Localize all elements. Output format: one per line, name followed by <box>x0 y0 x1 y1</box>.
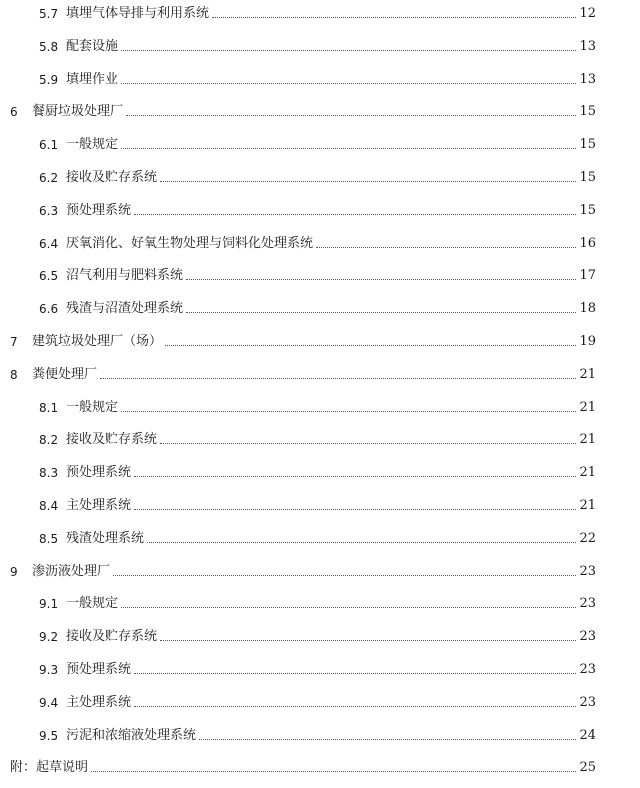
toc-dot-leader <box>186 278 576 280</box>
toc-dot-leader <box>186 311 576 313</box>
toc-page-number: 18 <box>579 301 596 317</box>
toc-entry-title: 一般规定 <box>66 596 119 612</box>
toc-page-number: 12 <box>579 6 596 21</box>
toc-entry-number: 8.5 <box>39 531 59 546</box>
toc-entry-number: 9.5 <box>39 728 59 743</box>
toc-section-row[interactable] <box>39 35 596 55</box>
toc-page-number: 21 <box>579 432 596 448</box>
toc-page-number: 13 <box>579 71 596 87</box>
toc-page-number: 21 <box>579 399 596 415</box>
toc-section-row[interactable] <box>39 527 596 547</box>
toc-page-number: 17 <box>579 268 596 284</box>
toc-chapter-row[interactable] <box>10 100 596 120</box>
toc-dot-leader <box>121 49 576 51</box>
toc-section-row[interactable] <box>39 724 596 744</box>
toc-entry-number: 8.1 <box>39 400 59 415</box>
toc-page-number: 19 <box>579 334 596 349</box>
toc-entry-number: 9.1 <box>39 597 59 612</box>
toc-section-row[interactable] <box>39 68 596 88</box>
toc-dot-leader <box>126 114 576 116</box>
toc-page-number: 21 <box>579 465 596 481</box>
toc-section-row[interactable] <box>39 297 596 317</box>
toc-entry-title: 污泥和浓缩液处理系统 <box>66 727 197 743</box>
toc-dot-leader <box>134 672 576 674</box>
toc-entry-number: 5.7 <box>39 7 59 21</box>
toc-section-row[interactable] <box>39 396 596 416</box>
toc-entry-title: 一般规定 <box>66 399 119 415</box>
toc-page-number: 15 <box>579 137 596 153</box>
toc-appendix-row[interactable] <box>10 756 596 776</box>
toc-page-number: 23 <box>579 694 596 710</box>
toc-entry-number: 6 <box>10 105 18 120</box>
toc-entry-number: 9.3 <box>39 663 59 677</box>
toc-entry-title: 接收及贮存系统 <box>66 432 158 448</box>
toc-page-number: 16 <box>579 235 596 251</box>
toc-entry-title: 残渣处理系统 <box>66 530 145 546</box>
toc-entry-number: 6.4 <box>39 236 59 251</box>
toc-entry-number: 9 <box>10 564 18 579</box>
toc-section-row[interactable] <box>39 625 596 645</box>
toc-section-row[interactable] <box>39 461 596 481</box>
toc-dot-leader <box>100 377 576 379</box>
toc-section-row[interactable] <box>39 2 596 22</box>
toc-page-number: 15 <box>579 104 596 120</box>
toc-page-number: 23 <box>579 629 596 645</box>
toc-entry-title: 预处理系统 <box>66 465 132 481</box>
toc-dot-leader <box>134 705 576 707</box>
toc-dot-leader <box>199 738 576 740</box>
toc-dot-leader <box>160 442 576 444</box>
toc-page-number: 13 <box>579 38 596 54</box>
toc-entry-title: 残渣与沼渣处理系统 <box>66 301 184 317</box>
toc-page-number: 24 <box>579 727 596 743</box>
toc-entry-number: 8.4 <box>39 499 59 513</box>
toc-chapter-row[interactable] <box>10 363 596 383</box>
toc-page-number: 21 <box>579 366 596 382</box>
toc-entry-title: 预处理系统 <box>66 202 132 218</box>
toc-entry-number: 5.9 <box>39 72 59 87</box>
toc-dot-leader <box>134 475 576 477</box>
toc-page-number: 15 <box>579 202 596 218</box>
toc-entry-number: 6.6 <box>39 302 59 317</box>
toc-entry-title: 填埋作业 <box>66 71 119 87</box>
toc-dot-leader <box>147 541 576 543</box>
toc-entry-title: 接收及贮存系统 <box>66 629 158 645</box>
toc-page-number: 23 <box>579 662 596 677</box>
toc-dot-leader <box>165 344 576 346</box>
toc-section-row[interactable] <box>39 199 596 219</box>
toc-entry-number: 8 <box>10 367 18 382</box>
toc-entry-title: 主处理系统 <box>66 694 132 710</box>
toc-entry-number: 6.2 <box>39 171 59 185</box>
toc-dot-leader <box>113 574 576 576</box>
toc-dot-leader <box>121 82 576 84</box>
toc-entry-title: 一般规定 <box>66 137 119 153</box>
toc-entry-title: 接收及贮存系统 <box>66 170 158 185</box>
toc-entry-title: 附：起草说明 <box>10 760 89 776</box>
toc-entry-title: 厌氧消化、好氧生物处理与饲料化处理系统 <box>66 235 314 251</box>
toc-section-row[interactable] <box>39 428 596 448</box>
toc-dot-leader <box>134 508 576 510</box>
toc-page-number: 22 <box>579 530 596 546</box>
toc-entry-number: 8.2 <box>39 433 59 448</box>
toc-entry-title: 沼气利用与肥料系统 <box>66 268 184 284</box>
toc-section-row[interactable] <box>39 691 596 711</box>
toc-section-row[interactable] <box>39 232 596 252</box>
toc-entry-number: 7 <box>10 335 18 349</box>
toc-section-row[interactable] <box>39 133 596 153</box>
toc-section-row[interactable] <box>39 264 596 284</box>
toc-entry-title: 粪便处理厂 <box>32 366 98 382</box>
toc-entry-title: 主处理系统 <box>66 498 132 513</box>
toc-page-number: 23 <box>579 596 596 612</box>
toc-section-row[interactable] <box>39 166 596 186</box>
toc-entry-title: 填埋气体导排与利用系统 <box>66 6 210 21</box>
toc-page-number: 23 <box>579 563 596 579</box>
toc-entry-title: 配套设施 <box>66 38 119 54</box>
toc-dot-leader <box>121 606 576 608</box>
toc-chapter-row[interactable] <box>10 330 596 350</box>
toc-entry-title: 渗沥液处理厂 <box>32 563 111 579</box>
toc-dot-leader <box>160 180 576 182</box>
toc-entry-number: 6.5 <box>39 269 59 284</box>
toc-entry-number: 6.1 <box>39 138 59 153</box>
toc-entry-number: 9.4 <box>39 695 59 710</box>
toc-dot-leader <box>134 213 576 215</box>
toc-entry-number: 6.3 <box>39 203 59 218</box>
toc-dot-leader <box>160 639 576 641</box>
toc-page-number: 15 <box>579 170 596 185</box>
toc-section-row[interactable] <box>39 658 596 678</box>
toc-entry-number: 9.2 <box>39 630 59 645</box>
toc-dot-leader <box>121 410 576 412</box>
toc-dot-leader <box>316 246 576 248</box>
toc-dot-leader <box>212 16 576 18</box>
toc-entry-title: 预处理系统 <box>66 662 132 677</box>
toc-entry-title: 建筑垃圾处理厂（场） <box>32 334 163 349</box>
toc-chapter-row[interactable] <box>10 560 596 580</box>
toc-entry-title: 餐厨垃圾处理厂 <box>32 104 124 120</box>
toc-dot-leader <box>121 147 576 149</box>
toc-dot-leader <box>91 770 576 772</box>
toc-entry-number: 8.3 <box>39 466 59 481</box>
toc-section-row[interactable] <box>39 592 596 612</box>
toc-section-row[interactable] <box>39 494 596 514</box>
toc-entry-number: 5.8 <box>39 39 59 54</box>
toc-page-number: 25 <box>579 760 596 776</box>
toc-page-number: 21 <box>579 498 596 513</box>
